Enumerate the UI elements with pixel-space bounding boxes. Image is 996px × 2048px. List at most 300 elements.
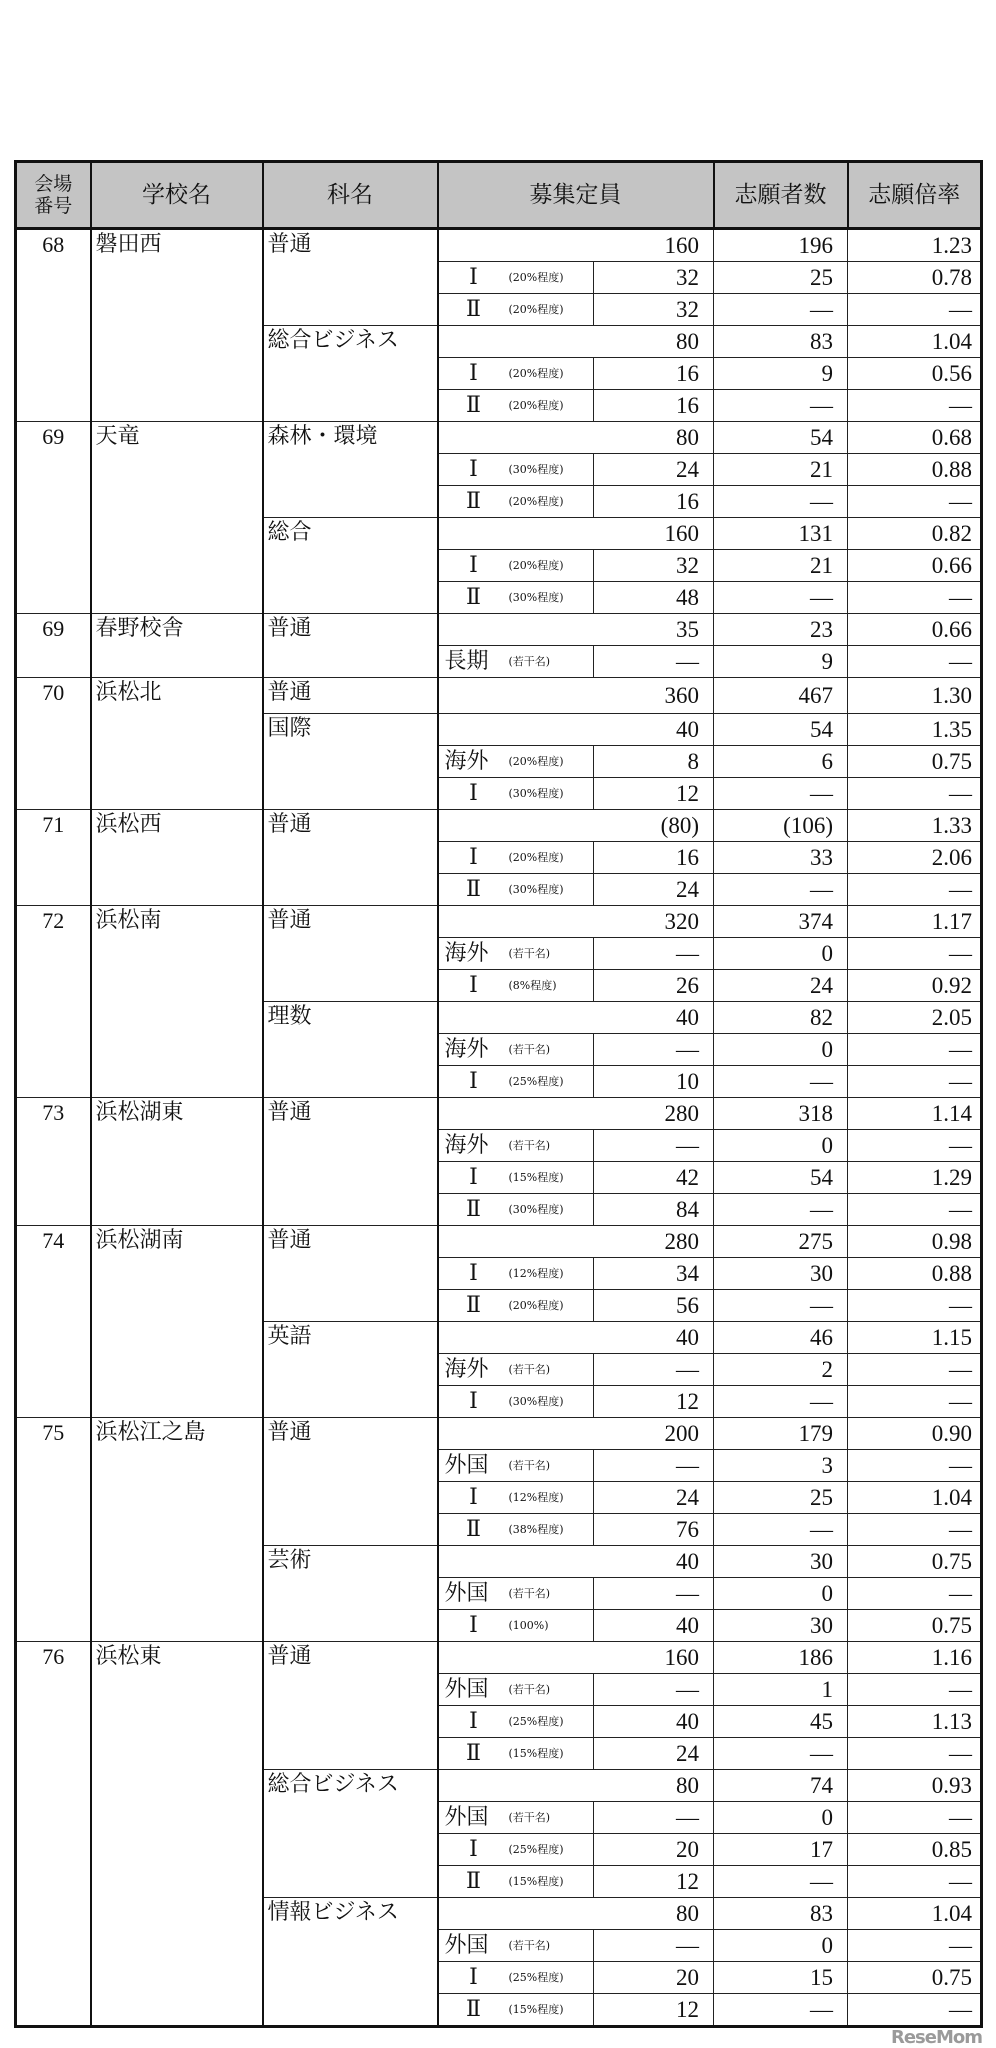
- capacity-value: 12: [594, 778, 714, 810]
- ratio-value: —: [848, 646, 982, 678]
- applicants-value: 17: [714, 1834, 848, 1866]
- applicants-value: 46: [714, 1322, 848, 1354]
- quota-category: [438, 1130, 594, 1162]
- applicants-value: —: [714, 1194, 848, 1226]
- applicants-value: —: [714, 1290, 848, 1322]
- department-name: 英語: [263, 1322, 438, 1418]
- header-capacity: 募集定員: [438, 162, 714, 229]
- table-row: [16, 422, 982, 454]
- capacity-value: —: [594, 1130, 714, 1162]
- capacity-value: 76: [594, 1514, 714, 1546]
- ratio-value: —: [848, 874, 982, 906]
- quota-label: 外国: [444, 1805, 489, 1830]
- quota-category: [438, 1802, 594, 1834]
- applicants-value: 54: [714, 714, 848, 746]
- ratio-value: 0.90: [848, 1418, 982, 1450]
- ratio-value: 0.75: [848, 1962, 982, 1994]
- ratio-value: —: [848, 1354, 982, 1386]
- applicants-value: 0: [714, 1034, 848, 1066]
- quota-category: [438, 1610, 594, 1642]
- venue-number: 76: [16, 1642, 91, 2027]
- ratio-value: —: [848, 1578, 982, 1610]
- quota-category: [438, 1354, 594, 1386]
- table-row: [16, 1642, 982, 1674]
- ratio-value: 0.78: [848, 262, 982, 294]
- venue-number: 75: [16, 1418, 91, 1642]
- capacity-value: 8: [594, 746, 714, 778]
- department-name: 普通: [263, 1642, 438, 1770]
- quota-label: Ⅰ: [469, 1389, 478, 1414]
- department-name: 普通: [263, 678, 438, 714]
- capacity-value: 320: [438, 906, 714, 938]
- table-row: [16, 678, 982, 714]
- quota-category: [438, 1450, 594, 1482]
- quota-note: (30%程度): [508, 883, 564, 896]
- applicants-value: 54: [714, 422, 848, 454]
- venue-number: 74: [16, 1226, 91, 1418]
- capacity-value: 24: [594, 454, 714, 486]
- quota-note: (12%程度): [508, 1267, 564, 1280]
- quota-category: [438, 874, 594, 906]
- table-row: [16, 614, 982, 646]
- quota-category: [438, 1162, 594, 1194]
- capacity-value: 20: [594, 1962, 714, 1994]
- applicants-value: 2: [714, 1354, 848, 1386]
- quota-note: (30%程度): [508, 787, 564, 800]
- table-row: [16, 229, 982, 262]
- applicants-value: 318: [714, 1098, 848, 1130]
- capacity-value: 40: [438, 1322, 714, 1354]
- capacity-value: 20: [594, 1834, 714, 1866]
- capacity-value: 160: [438, 518, 714, 550]
- quota-category: [438, 1834, 594, 1866]
- quota-note: (20%程度): [508, 495, 564, 508]
- applicants-value: —: [714, 486, 848, 518]
- quota-note: (若干名): [508, 1811, 551, 1824]
- ratio-value: —: [848, 1450, 982, 1482]
- capacity-value: 160: [438, 229, 714, 262]
- quota-category: [438, 1290, 594, 1322]
- capacity-value: —: [594, 646, 714, 678]
- capacity-value: 84: [594, 1194, 714, 1226]
- capacity-value: 10: [594, 1066, 714, 1098]
- applicants-value: 1: [714, 1674, 848, 1706]
- quota-category: [438, 1738, 594, 1770]
- header-row: [16, 162, 982, 229]
- quota-category: [438, 1034, 594, 1066]
- ratio-value: —: [848, 1930, 982, 1962]
- quota-note: (15%程度): [508, 1747, 564, 1760]
- quota-note: (25%程度): [508, 1075, 564, 1088]
- quota-category: [438, 1866, 594, 1898]
- quota-label: Ⅰ: [469, 1965, 478, 1990]
- department-name: 普通: [263, 906, 438, 1002]
- capacity-value: 32: [594, 262, 714, 294]
- venue-number: 69: [16, 422, 91, 614]
- quota-label: Ⅱ: [466, 489, 481, 514]
- table-row: [16, 1418, 982, 1450]
- quota-label: Ⅰ: [469, 457, 478, 482]
- quota-category: [438, 938, 594, 970]
- quota-label: Ⅱ: [466, 1869, 481, 1894]
- applicants-value: —: [714, 778, 848, 810]
- ratio-value: 0.98: [848, 1226, 982, 1258]
- quota-note: (25%程度): [508, 1843, 564, 1856]
- applicants-value: (106): [714, 810, 848, 842]
- applicants-value: 467: [714, 678, 848, 714]
- quota-label: Ⅱ: [466, 1741, 481, 1766]
- department-name: 理数: [263, 1002, 438, 1098]
- applicants-value: 6: [714, 746, 848, 778]
- header-applicants: 志願者数: [714, 162, 848, 229]
- applicants-value: 15: [714, 1962, 848, 1994]
- quota-category: [438, 746, 594, 778]
- department-name: 普通: [263, 810, 438, 906]
- department-name: 普通: [263, 614, 438, 678]
- quota-label: 外国: [444, 1933, 489, 1958]
- capacity-value: 24: [594, 874, 714, 906]
- ratio-value: 1.29: [848, 1162, 982, 1194]
- applicants-value: 0: [714, 1802, 848, 1834]
- quota-category: [438, 1930, 594, 1962]
- capacity-value: 32: [594, 294, 714, 326]
- applicants-value: 33: [714, 842, 848, 874]
- capacity-value: 80: [438, 1770, 714, 1802]
- ratio-value: —: [848, 1514, 982, 1546]
- applicants-value: 179: [714, 1418, 848, 1450]
- quota-label: Ⅰ: [469, 1709, 478, 1734]
- table-body: [16, 229, 982, 2027]
- department-name: 芸術: [263, 1546, 438, 1642]
- ratio-value: —: [848, 1802, 982, 1834]
- table-row: [16, 810, 982, 842]
- applicants-value: —: [714, 874, 848, 906]
- capacity-value: 16: [594, 842, 714, 874]
- capacity-value: 12: [594, 1866, 714, 1898]
- applicants-value: 30: [714, 1546, 848, 1578]
- resemom-watermark-logo: ReseMom: [890, 2027, 982, 2048]
- ratio-value: —: [848, 1866, 982, 1898]
- quota-category: [438, 262, 594, 294]
- ratio-value: 1.16: [848, 1642, 982, 1674]
- quota-label: Ⅰ: [469, 265, 478, 290]
- quota-note: (若干名): [508, 655, 551, 668]
- ratio-value: 1.30: [848, 678, 982, 714]
- school-name: 磐田西: [91, 229, 263, 422]
- school-name: 春野校舎: [91, 614, 263, 678]
- quota-category: [438, 550, 594, 582]
- quota-category: [438, 1514, 594, 1546]
- venue-number: 70: [16, 678, 91, 810]
- ratio-value: 0.56: [848, 358, 982, 390]
- ratio-value: —: [848, 1066, 982, 1098]
- capacity-value: 34: [594, 1258, 714, 1290]
- ratio-value: 1.14: [848, 1098, 982, 1130]
- quota-note: (25%程度): [508, 1715, 564, 1728]
- applicants-value: 82: [714, 1002, 848, 1034]
- quota-label: 海外: [444, 1357, 489, 1382]
- ratio-value: —: [848, 1994, 982, 2027]
- school-name: 浜松湖東: [91, 1098, 263, 1226]
- ratio-value: 1.33: [848, 810, 982, 842]
- quota-category: [438, 1066, 594, 1098]
- applicants-value: 196: [714, 229, 848, 262]
- applicants-value: 25: [714, 262, 848, 294]
- ratio-value: 0.75: [848, 1610, 982, 1642]
- department-name: 森林・環境: [263, 422, 438, 518]
- capacity-value: 360: [438, 678, 714, 714]
- ratio-value: 2.05: [848, 1002, 982, 1034]
- quota-label: Ⅰ: [469, 781, 478, 806]
- applicants-value: —: [714, 1738, 848, 1770]
- applicants-value: 21: [714, 454, 848, 486]
- venue-number: 68: [16, 229, 91, 422]
- quota-note: (15%程度): [508, 1875, 564, 1888]
- ratio-value: 1.04: [848, 1898, 982, 1930]
- department-name: 総合ビジネス: [263, 326, 438, 422]
- capacity-value: 80: [438, 422, 714, 454]
- quota-label: Ⅰ: [469, 1261, 478, 1286]
- applicants-value: 186: [714, 1642, 848, 1674]
- department-name: 普通: [263, 1226, 438, 1322]
- quota-category: [438, 486, 594, 518]
- ratio-value: 1.13: [848, 1706, 982, 1738]
- ratio-value: —: [848, 294, 982, 326]
- ratio-value: —: [848, 1386, 982, 1418]
- ratio-value: 0.75: [848, 746, 982, 778]
- quota-category: [438, 970, 594, 1002]
- applicants-value: —: [714, 1066, 848, 1098]
- quota-label: Ⅱ: [466, 393, 481, 418]
- capacity-value: 160: [438, 1642, 714, 1674]
- department-name: 情報ビジネス: [263, 1898, 438, 2027]
- quota-note: (若干名): [508, 1683, 551, 1696]
- capacity-value: (80): [438, 810, 714, 842]
- quota-label: Ⅱ: [466, 1197, 481, 1222]
- quota-category: [438, 1706, 594, 1738]
- capacity-value: 40: [438, 714, 714, 746]
- header-school: 学校名: [91, 162, 263, 229]
- applicants-value: —: [714, 1994, 848, 2027]
- capacity-value: 12: [594, 1994, 714, 2027]
- quota-note: (20%程度): [508, 399, 564, 412]
- applicants-value: —: [714, 1866, 848, 1898]
- quota-category: [438, 646, 594, 678]
- applicants-value: 374: [714, 906, 848, 938]
- header-ratio: 志願倍率: [848, 162, 982, 229]
- capacity-value: 42: [594, 1162, 714, 1194]
- quota-note: (20%程度): [508, 1299, 564, 1312]
- capacity-value: 35: [438, 614, 714, 646]
- quota-label: 海外: [444, 1037, 489, 1062]
- quota-note: (若干名): [508, 1587, 551, 1600]
- school-name: 浜松南: [91, 906, 263, 1098]
- capacity-value: 280: [438, 1226, 714, 1258]
- quota-category: [438, 1994, 594, 2027]
- capacity-value: —: [594, 938, 714, 970]
- capacity-value: 56: [594, 1290, 714, 1322]
- capacity-value: 32: [594, 550, 714, 582]
- capacity-value: —: [594, 1930, 714, 1962]
- department-name: 総合ビジネス: [263, 1770, 438, 1898]
- quota-label: 海外: [444, 941, 489, 966]
- school-name: 天竜: [91, 422, 263, 614]
- capacity-value: 24: [594, 1738, 714, 1770]
- applicants-value: —: [714, 390, 848, 422]
- quota-label: Ⅱ: [466, 1997, 481, 2022]
- quota-category: [438, 1482, 594, 1514]
- department-name: 国際: [263, 714, 438, 810]
- applicants-value: 9: [714, 358, 848, 390]
- quota-note: (20%程度): [508, 851, 564, 864]
- capacity-value: 26: [594, 970, 714, 1002]
- applicants-value: 30: [714, 1610, 848, 1642]
- applicants-value: 0: [714, 938, 848, 970]
- ratio-value: —: [848, 1034, 982, 1066]
- quota-label: 海外: [444, 1133, 489, 1158]
- venue-number: 73: [16, 1098, 91, 1226]
- quota-label: Ⅰ: [469, 1837, 478, 1862]
- quota-category: [438, 294, 594, 326]
- quota-note: (若干名): [508, 1939, 551, 1952]
- applicants-value: 21: [714, 550, 848, 582]
- applicants-value: 83: [714, 1898, 848, 1930]
- quota-note: (20%程度): [508, 755, 564, 768]
- ratio-value: —: [848, 778, 982, 810]
- department-name: 総合: [263, 518, 438, 614]
- department-name: 普通: [263, 1098, 438, 1226]
- ratio-value: —: [848, 1738, 982, 1770]
- ratio-value: —: [848, 1674, 982, 1706]
- ratio-value: 0.92: [848, 970, 982, 1002]
- capacity-value: —: [594, 1450, 714, 1482]
- quota-note: (8%程度): [508, 979, 557, 992]
- capacity-value: 16: [594, 486, 714, 518]
- school-name: 浜松東: [91, 1642, 263, 2027]
- quota-label: Ⅰ: [469, 1485, 478, 1510]
- quota-note: (若干名): [508, 1459, 551, 1472]
- applicants-value: 0: [714, 1578, 848, 1610]
- applicants-value: 83: [714, 326, 848, 358]
- quota-label: Ⅱ: [466, 1517, 481, 1542]
- quota-category: [438, 1962, 594, 1994]
- department-name: 普通: [263, 1418, 438, 1546]
- capacity-value: 24: [594, 1482, 714, 1514]
- ratio-value: 1.15: [848, 1322, 982, 1354]
- applicants-value: 131: [714, 518, 848, 550]
- applicants-value: 0: [714, 1930, 848, 1962]
- quota-category: [438, 842, 594, 874]
- quota-category: [438, 358, 594, 390]
- venue-number: 69: [16, 614, 91, 678]
- capacity-value: 280: [438, 1098, 714, 1130]
- quota-label: 外国: [444, 1581, 489, 1606]
- quota-note: (100%): [508, 1619, 549, 1632]
- capacity-value: —: [594, 1354, 714, 1386]
- applicants-value: —: [714, 1514, 848, 1546]
- quota-label: Ⅰ: [469, 845, 478, 870]
- quota-category: [438, 582, 594, 614]
- ratio-value: 0.88: [848, 1258, 982, 1290]
- applicants-value: 45: [714, 1706, 848, 1738]
- ratio-value: 0.88: [848, 454, 982, 486]
- applicants-value: —: [714, 1386, 848, 1418]
- quota-category: [438, 1578, 594, 1610]
- school-name: 浜松北: [91, 678, 263, 810]
- quota-note: (20%程度): [508, 559, 564, 572]
- capacity-value: —: [594, 1578, 714, 1610]
- quota-label: Ⅱ: [466, 297, 481, 322]
- quota-label: Ⅰ: [469, 1613, 478, 1638]
- quota-category: [438, 1258, 594, 1290]
- ratio-value: 1.35: [848, 714, 982, 746]
- quota-label: Ⅰ: [469, 973, 478, 998]
- ratio-value: 1.04: [848, 326, 982, 358]
- quota-category: [438, 390, 594, 422]
- ratio-value: 0.93: [848, 1770, 982, 1802]
- quota-note: (15%程度): [508, 1171, 564, 1184]
- quota-category: [438, 778, 594, 810]
- quota-label: Ⅰ: [469, 361, 478, 386]
- ratio-value: —: [848, 1290, 982, 1322]
- quota-note: (12%程度): [508, 1491, 564, 1504]
- quota-label: Ⅱ: [466, 585, 481, 610]
- capacity-value: 40: [594, 1706, 714, 1738]
- ratio-value: 0.66: [848, 614, 982, 646]
- quota-label: 外国: [444, 1453, 489, 1478]
- header-dept: 科名: [263, 162, 438, 229]
- quota-note: (15%程度): [508, 2003, 564, 2016]
- ratio-value: 0.85: [848, 1834, 982, 1866]
- capacity-value: —: [594, 1802, 714, 1834]
- ratio-value: —: [848, 1194, 982, 1226]
- ratio-value: —: [848, 486, 982, 518]
- header-venue-no: [16, 162, 91, 229]
- capacity-value: 12: [594, 1386, 714, 1418]
- quota-note: (20%程度): [508, 271, 564, 284]
- quota-label: Ⅰ: [469, 1069, 478, 1094]
- quota-category: [438, 1674, 594, 1706]
- capacity-value: 80: [438, 326, 714, 358]
- quota-note: (若干名): [508, 1043, 551, 1056]
- table-row: [16, 1098, 982, 1130]
- quota-note: (20%程度): [508, 303, 564, 316]
- quota-label: 長期: [444, 649, 489, 674]
- capacity-value: —: [594, 1674, 714, 1706]
- quota-note: (若干名): [508, 947, 551, 960]
- applicants-value: 54: [714, 1162, 848, 1194]
- applicants-value: 74: [714, 1770, 848, 1802]
- quota-label: 外国: [444, 1677, 489, 1702]
- quota-label: Ⅰ: [469, 1165, 478, 1190]
- quota-category: [438, 1194, 594, 1226]
- quota-category: [438, 454, 594, 486]
- applicants-value: 23: [714, 614, 848, 646]
- capacity-value: 16: [594, 390, 714, 422]
- quota-label: Ⅰ: [469, 553, 478, 578]
- capacity-value: 40: [594, 1610, 714, 1642]
- ratio-value: 1.04: [848, 1482, 982, 1514]
- quota-note: (30%程度): [508, 463, 564, 476]
- quota-label: Ⅱ: [466, 1293, 481, 1318]
- capacity-value: 40: [438, 1546, 714, 1578]
- applicants-value: —: [714, 294, 848, 326]
- applicants-value: 25: [714, 1482, 848, 1514]
- applicants-value: 24: [714, 970, 848, 1002]
- quota-note: (30%程度): [508, 1395, 564, 1408]
- venue-number: 71: [16, 810, 91, 906]
- ratio-value: 0.75: [848, 1546, 982, 1578]
